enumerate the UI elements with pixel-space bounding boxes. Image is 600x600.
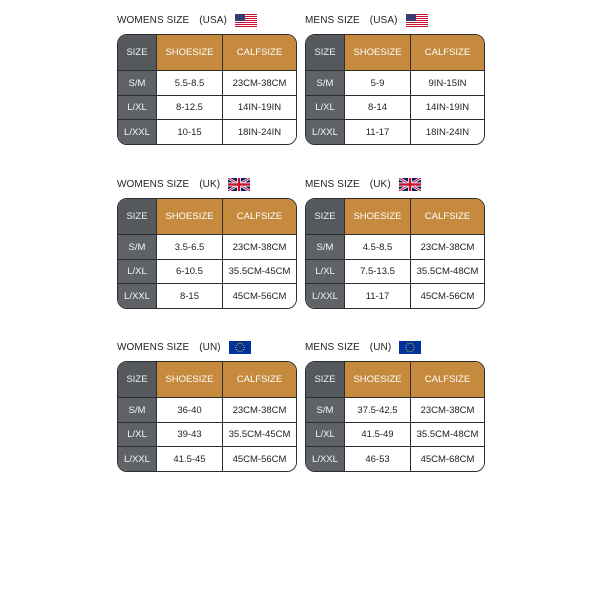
table-row — [306, 119, 484, 144]
size-table — [305, 198, 485, 309]
shoe-size-header — [156, 199, 222, 234]
shoe-size-cell: 37.5-42.5 — [344, 398, 410, 422]
chart-title — [305, 176, 421, 192]
calf-header-line-2: SIZE — [261, 47, 283, 58]
table-header — [118, 35, 296, 70]
chart-label: MENS SIZE — [305, 14, 360, 26]
size-cell: S/M — [306, 71, 344, 95]
shoe-size-cell: 3.5-6.5 — [156, 235, 222, 259]
size-header: SIZE — [306, 362, 344, 397]
table-row — [118, 259, 296, 284]
table-row — [306, 397, 484, 422]
shoe-size-cell: 8-12.5 — [156, 96, 222, 120]
calf-size-cell: 9IN-15IN — [410, 71, 484, 95]
size-table — [305, 34, 485, 145]
size-cell: L/XL — [306, 260, 344, 284]
size-cell: L/XXL — [306, 447, 344, 471]
shoe-size-header — [344, 35, 410, 70]
table-header — [118, 199, 296, 234]
chart-region: (USA) — [369, 14, 398, 26]
calf-size-header — [410, 362, 484, 397]
calf-size-cell: 14IN-19IN — [222, 96, 296, 120]
table-header — [306, 199, 484, 234]
eu-flag-icon — [229, 341, 251, 354]
calf-header-line-2: SIZE — [449, 374, 471, 385]
shoe-header-line-2: SIZE — [192, 374, 214, 385]
chart-title — [117, 339, 251, 355]
shoe-header-line-1: SHOE — [353, 211, 381, 222]
shoe-size-header — [156, 35, 222, 70]
calf-header-line-2: SIZE — [449, 211, 471, 222]
shoe-header-line-2: SIZE — [192, 211, 214, 222]
shoe-size-header — [156, 362, 222, 397]
chart-label: WOMENS SIZE — [117, 14, 190, 26]
calf-size-header — [410, 199, 484, 234]
chart-title — [117, 12, 257, 28]
shoe-header-line-1: SHOE — [353, 47, 381, 58]
eu-flag-icon — [399, 341, 421, 354]
chart-label: MENS SIZE — [305, 178, 360, 190]
table-row — [118, 422, 296, 447]
calf-size-cell: 18IN-24IN — [410, 120, 484, 144]
table-row — [118, 283, 296, 308]
shoe-size-cell: 5.5-8.5 — [156, 71, 222, 95]
shoe-header-line-2: SIZE — [380, 47, 402, 58]
uk-flag-icon — [399, 178, 421, 191]
shoe-size-cell: 41.5-49 — [344, 423, 410, 447]
chart-label: WOMENS SIZE — [117, 178, 190, 190]
shoe-size-header — [344, 362, 410, 397]
table-row — [306, 446, 484, 471]
calf-header-line-1: CALF — [236, 47, 262, 58]
shoe-size-cell: 5-9 — [344, 71, 410, 95]
shoe-size-cell: 46-53 — [344, 447, 410, 471]
size-cell: S/M — [118, 71, 156, 95]
chart-region: (UK) — [369, 178, 391, 190]
calf-size-header — [222, 199, 296, 234]
size-header: SIZE — [306, 199, 344, 234]
size-cell: L/XXL — [118, 284, 156, 308]
table-row — [306, 95, 484, 120]
table-header — [306, 35, 484, 70]
calf-size-cell: 45CM-68CM — [410, 447, 484, 471]
table-row — [306, 259, 484, 284]
table-row — [118, 397, 296, 422]
calf-size-cell: 45CM-56CM — [222, 447, 296, 471]
shoe-size-cell: 6-10.5 — [156, 260, 222, 284]
calf-size-cell: 23CM-38CM — [222, 71, 296, 95]
chart-region: (UN) — [369, 341, 392, 353]
table-row — [306, 422, 484, 447]
shoe-size-cell: 4.5-8.5 — [344, 235, 410, 259]
size-cell: S/M — [306, 398, 344, 422]
calf-header-line-2: SIZE — [261, 374, 283, 385]
table-row — [118, 446, 296, 471]
shoe-size-cell: 7.5-13.5 — [344, 260, 410, 284]
size-cell: L/XL — [306, 423, 344, 447]
calf-header-line-1: CALF — [236, 374, 262, 385]
calf-size-header — [222, 362, 296, 397]
calf-size-cell: 35.5CM-48CM — [410, 260, 484, 284]
shoe-size-cell: 11-17 — [344, 120, 410, 144]
size-header: SIZE — [306, 35, 344, 70]
shoe-header-line-1: SHOE — [353, 374, 381, 385]
size-table — [305, 361, 485, 472]
calf-size-cell: 45CM-56CM — [410, 284, 484, 308]
chart-region: (UN) — [199, 341, 221, 353]
size-cell: L/XXL — [118, 120, 156, 144]
calf-size-cell: 23CM-38CM — [222, 235, 296, 259]
size-header: SIZE — [118, 199, 156, 234]
size-cell: L/XXL — [118, 447, 156, 471]
usa-flag-icon — [235, 14, 257, 27]
calf-size-cell: 35.5CM-48CM — [410, 423, 484, 447]
calf-size-cell: 14IN-19IN — [410, 96, 484, 120]
size-cell: L/XL — [118, 96, 156, 120]
calf-header-line-2: SIZE — [261, 211, 283, 222]
calf-header-line-2: SIZE — [449, 47, 471, 58]
shoe-size-cell: 8-14 — [344, 96, 410, 120]
calf-size-cell: 23CM-38CM — [222, 398, 296, 422]
chart-region: (USA) — [199, 14, 227, 26]
shoe-size-header — [344, 199, 410, 234]
chart-title — [305, 12, 428, 28]
size-table — [117, 198, 297, 309]
size-header: SIZE — [118, 35, 156, 70]
size-cell: S/M — [306, 235, 344, 259]
size-cell: S/M — [118, 398, 156, 422]
calf-header-line-1: CALF — [424, 211, 450, 222]
calf-header-line-1: CALF — [236, 211, 262, 222]
shoe-size-cell: 39-43 — [156, 423, 222, 447]
size-cell: L/XL — [118, 260, 156, 284]
table-row — [118, 119, 296, 144]
table-header — [118, 362, 296, 397]
shoe-size-cell: 41.5-45 — [156, 447, 222, 471]
table-row — [118, 70, 296, 95]
calf-size-cell: 45CM-56CM — [222, 284, 296, 308]
size-header: SIZE — [118, 362, 156, 397]
table-row — [306, 70, 484, 95]
calf-header-line-1: CALF — [424, 374, 450, 385]
size-cell: L/XXL — [306, 284, 344, 308]
shoe-header-line-2: SIZE — [380, 374, 402, 385]
calf-size-header — [410, 35, 484, 70]
shoe-header-line-2: SIZE — [192, 47, 214, 58]
calf-size-cell: 23CM-38CM — [410, 398, 484, 422]
shoe-header-line-2: SIZE — [380, 211, 402, 222]
chart-title — [117, 176, 250, 192]
size-cell: L/XL — [306, 96, 344, 120]
size-table — [117, 34, 297, 145]
shoe-header-line-1: SHOE — [165, 47, 193, 58]
shoe-header-line-1: SHOE — [165, 374, 193, 385]
calf-size-cell: 35.5CM-45CM — [222, 423, 296, 447]
shoe-size-cell: 11-17 — [344, 284, 410, 308]
usa-flag-icon — [406, 14, 428, 27]
chart-label: MENS SIZE — [305, 341, 360, 353]
shoe-size-cell: 10-15 — [156, 120, 222, 144]
calf-header-line-1: CALF — [424, 47, 450, 58]
chart-title — [305, 339, 421, 355]
calf-size-cell: 23CM-38CM — [410, 235, 484, 259]
shoe-header-line-1: SHOE — [165, 211, 193, 222]
table-row — [118, 234, 296, 259]
calf-size-cell: 18IN-24IN — [222, 120, 296, 144]
calf-size-cell: 35.5CM-45CM — [222, 260, 296, 284]
table-header — [306, 362, 484, 397]
size-table — [117, 361, 297, 472]
size-cell: L/XXL — [306, 120, 344, 144]
size-cell: L/XL — [118, 423, 156, 447]
table-row — [118, 95, 296, 120]
size-cell: S/M — [118, 235, 156, 259]
uk-flag-icon — [228, 178, 250, 191]
shoe-size-cell: 36-40 — [156, 398, 222, 422]
calf-size-header — [222, 35, 296, 70]
chart-label: WOMENS SIZE — [117, 341, 190, 353]
table-row — [306, 283, 484, 308]
table-row — [306, 234, 484, 259]
shoe-size-cell: 8-15 — [156, 284, 222, 308]
chart-region: (UK) — [199, 178, 221, 190]
